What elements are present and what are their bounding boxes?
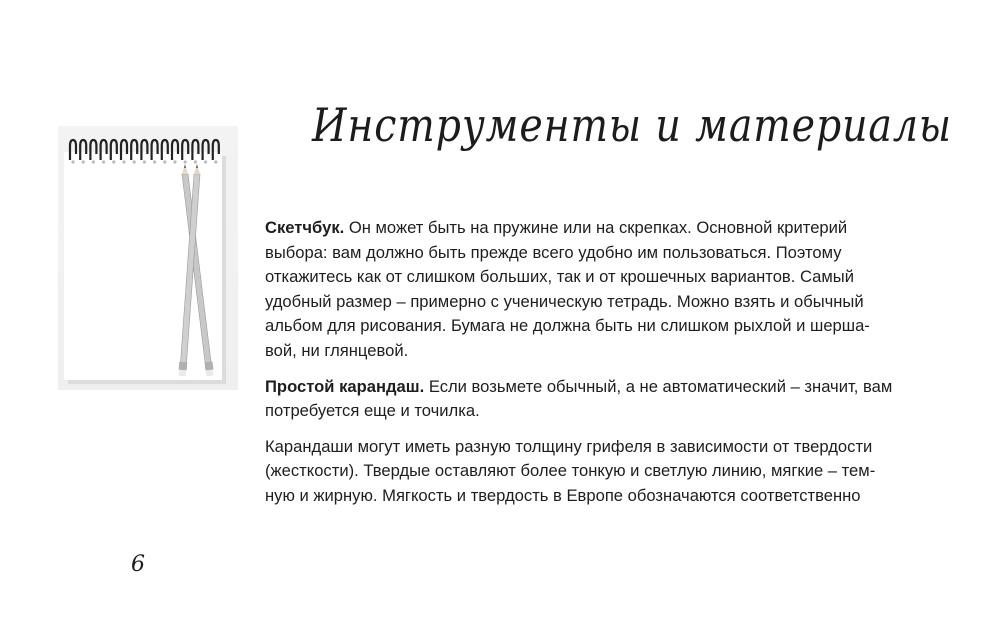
sketchbook-with-pencils-icon bbox=[58, 126, 238, 390]
page-title: Инструменты и материалы bbox=[312, 98, 953, 152]
paragraph-text: Если возьмете обычный, а не автоматический – значит, вам потребуется еще и точилка. bbox=[265, 376, 893, 421]
spiral-hole bbox=[194, 160, 197, 163]
spiral-hole bbox=[112, 160, 115, 163]
page-number: 6 bbox=[131, 552, 145, 577]
spiral-hole bbox=[71, 160, 74, 163]
term-sketchbook: Скетчбук. bbox=[265, 218, 345, 237]
paragraph-text: Карандаши могут иметь разную толщину грифеля в зависимости от твердости (жесткости). Твердые оставляют более тонкую и светлую линию, мягкие – тем- ную и жирную. Мягкость и твердость в Европе обозначаются соответственно bbox=[265, 436, 876, 505]
spiral-hole bbox=[92, 160, 95, 163]
spiral-hole bbox=[184, 160, 187, 163]
paragraph-pencil bbox=[265, 375, 895, 424]
paragraph-sketchbook bbox=[265, 216, 895, 364]
spiral-hole bbox=[204, 160, 207, 163]
spiral-hole bbox=[163, 160, 166, 163]
sketchbook-photo bbox=[58, 126, 238, 390]
spiral-hole bbox=[102, 160, 105, 163]
spiral-hole bbox=[122, 160, 125, 163]
spiral-hole bbox=[153, 160, 156, 163]
paragraph-hardness bbox=[265, 435, 895, 509]
body-text bbox=[265, 216, 895, 520]
spiral-hole bbox=[82, 160, 85, 163]
spiral-hole bbox=[133, 160, 136, 163]
spiral-hole bbox=[143, 160, 146, 163]
spiral-hole bbox=[173, 160, 176, 163]
spiral-hole bbox=[214, 160, 217, 163]
paragraph-text: Он может быть на пружине или на скрепках. Основной критерий выбора: вам должно быть прежде всего удобно им пользоваться. Поэтому откажитесь как от слишком больших, так и от крошечных вариантов. Самый удобный размер – примерно с ученическую тетрадь. Можно взять и обычный альбом для рисования. Бумага не должна быть ни слишком рыхлой и шерша- вой, ни глянцевой. bbox=[265, 218, 870, 360]
term-pencil: Простой карандаш. bbox=[265, 376, 425, 396]
